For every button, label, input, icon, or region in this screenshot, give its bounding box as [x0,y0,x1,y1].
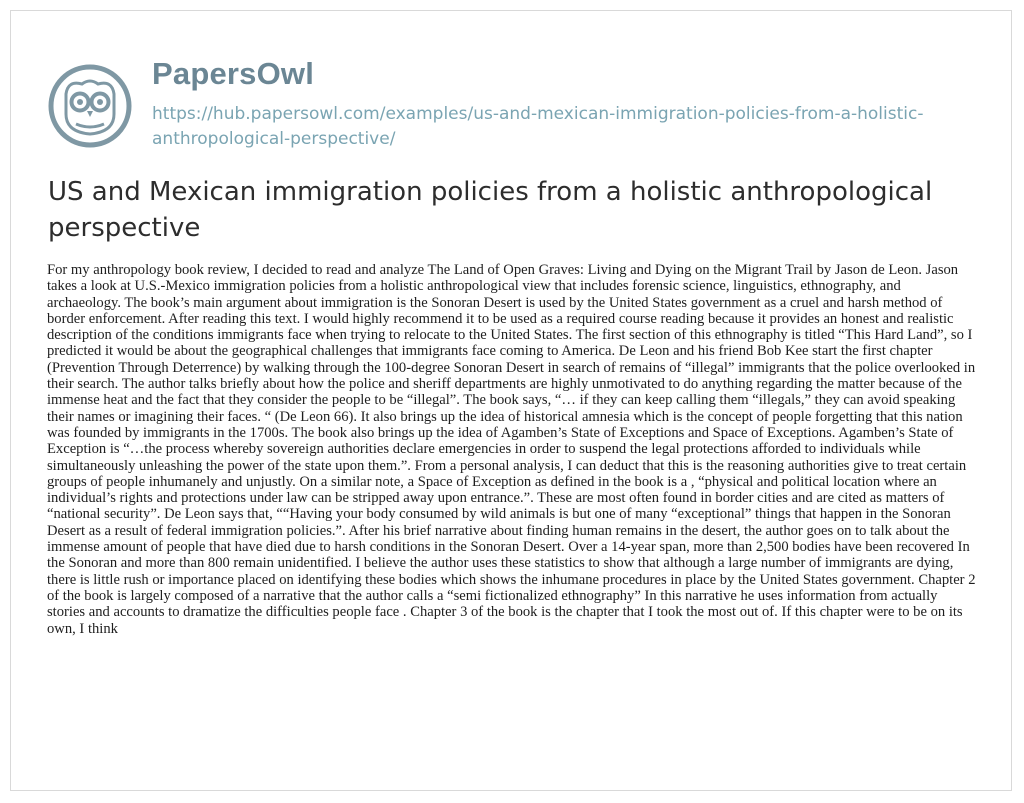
header [48,56,978,156]
page-title: US and Mexican immigration policies from a holistic anthropological perspective [48,177,933,243]
essay-body: For my anthropology book review, I decided to read and analyze The Land of Open Graves: Living and Dying on the Migrant Trail by Jason de Leon. Jason takes a look at U.S.-Mexico immigration policies from a holistic anthropological view that includes forensic science, linguistics, ethnography, and archaeology. The book’s main argument about immigration is the Sonoran Desert is used by the United States government as a cruel and harsh method of border enforcement. After reading this text. I would highly recommend it to be used as a required course reading because it provides an honest and realistic description of the conditions immigrants face when trying to relocate to the United States. The first section of this ethnography is titled “This Hard Land”, so I predicted it would be about the geographical challenges that immigrants face coming to America. De Leon and his friend Bob Kee start the first chapter (Prevention Through Deterrence) by walking through the 100-degree Sonoran Desert in search of remains of “illegal” immigrants that the police overlooked in their search. The author talks briefly about how the police and sheriff departments are highly unmotivated to do anything regarding the matter because of the immense heat and the fact that they consider the people to be “illegal”. The book says, “… if they can keep calling them “illegals,” they can avoid speaking their names or imagining their faces. “ (De Leon 66). It also brings up the idea of historical amnesia which is the concept of people forgetting that this nation was founded by immigrants in the 1700s. The book also brings up the idea of Agamben’s State of Exceptions and Space of Exceptions. Agamben’s State of Exception is “…the process whereby sovereign authorities declare emergencies in order to suspend the legal protections afforded to individuals while simultaneously unleashing the power of the state upon them.”. From a personal analysis, I can deduct that this is the reasoning authorities give to treat certain groups of people inhumanely and unjustly. On a similar note, a Space of Exception as defined in the book is a , “physical and political location where an individual’s rights and protections under law can be stripped away upon entrance.”. These are most often found in border cities and are cited as matters of “national security”. De Leon says that, ““Having your body consumed by wild animals is but one of many “exceptional” things that happen in the Sonoran Desert as a result of federal immigration policies.”. After his brief narrative about finding human remains in the desert, the author goes on to talk about the immense amount of people that have died due to harsh conditions in the Sonoran Desert. Over a 14-year span, more than 2,500 bodies have been recovered In the Sonoran and more than 800 remain unidentified. I believe the author uses these statistics to show that although a large number of immigrants are dying, there is little rush or importance placed on identifying these bodies which shows the inhumane procedures in place by the United States government. Chapter 2 of the book is largely composed of a narrative that the author calls a “semi fictionalized ethnography” In this narrative he uses information from actually stories and accounts to dramatize the difficulties people face . Chapter 3 of the book is the chapter that I took the most out of. If this chapter were to be on its own, I think [47,262,976,637]
owl-logo-icon [48,64,132,148]
source-url-link[interactable]: https://hub.papersowl.com/examples/us-and-mexican-immigration-policies-from-a-holistic-anthropological-perspective/ [152,104,924,149]
brand-name[interactable]: PapersOwl [152,56,315,91]
